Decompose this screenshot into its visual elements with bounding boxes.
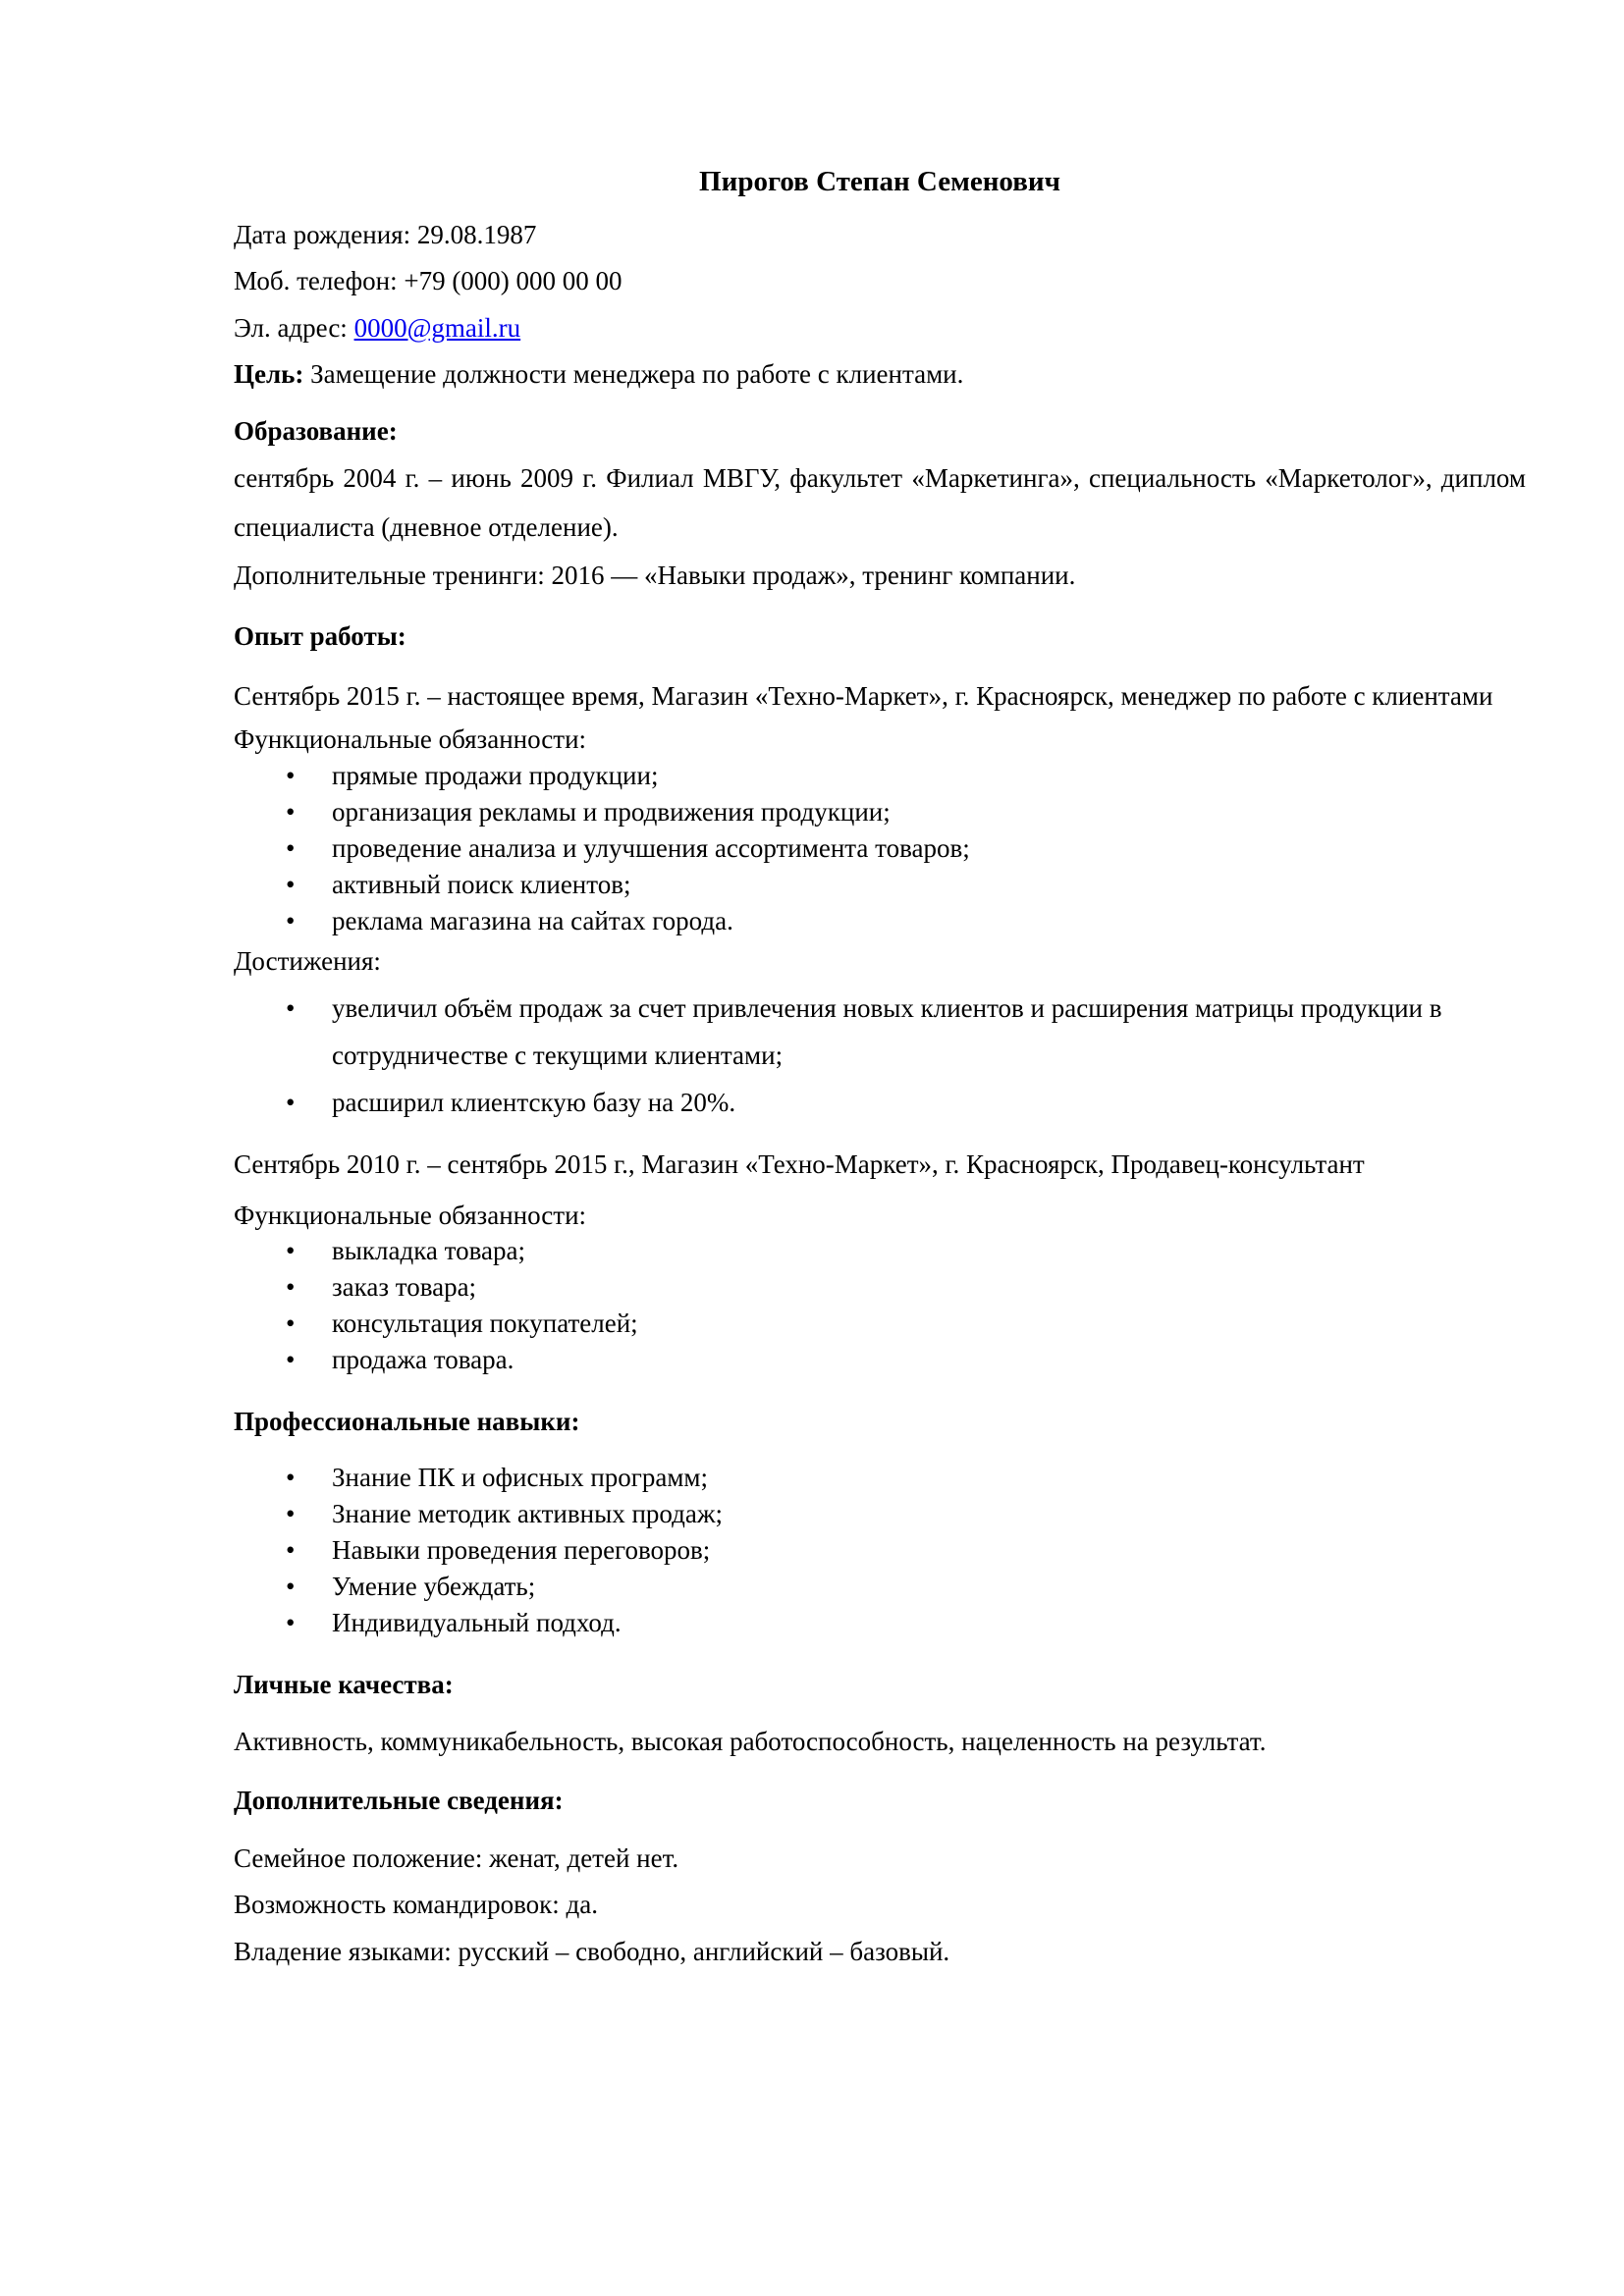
bullet-icon: • — [286, 1087, 296, 1117]
phone-label: Моб. телефон: — [234, 266, 398, 296]
phone-value: +79 (000) 000 00 00 — [404, 266, 623, 296]
list-item: • Знание методик активных продаж; — [234, 1496, 1526, 1532]
bullet-icon: • — [286, 832, 296, 863]
job1-duties-list — [234, 758, 1526, 939]
additional-heading: Дополнительные сведения: — [234, 1786, 564, 1816]
bullet-icon: • — [286, 869, 296, 899]
bullet-icon: • — [286, 1236, 296, 1266]
education-heading: Образование: — [234, 416, 398, 447]
list-item: • увеличил объём продаж за счет привлечения новых клиентов и расширения матрицы продукции в сотрудничестве с текущими клиентами; — [234, 985, 1526, 1079]
list-item: • организация рекламы и продвижения продукции; — [234, 794, 1526, 830]
education-text: сентябрь 2004 г. – июнь 2009 г. Филиал МВГУ, факультет «Маркетинга», специальность «Маркетолог», диплом специалиста (дневное отделение). — [234, 462, 1526, 542]
bullet-icon: • — [286, 905, 296, 935]
education-trainings: Дополнительные тренинги: 2016 — «Навыки продаж», тренинг компании. — [234, 560, 1076, 590]
bullet-icon: • — [286, 1498, 296, 1528]
birth-date-value: 29.08.1987 — [416, 219, 537, 249]
bullet-icon: • — [286, 1607, 296, 1637]
skills-list — [234, 1460, 1526, 1641]
bullet-icon: • — [286, 1308, 296, 1339]
list-item: • прямые продажи продукции; — [234, 758, 1526, 794]
bullet-icon: • — [286, 1272, 296, 1303]
list-item: • проведение анализа и улучшения ассортимента товаров; — [234, 830, 1526, 867]
list-item: • Индивидуальный подход. — [234, 1605, 1526, 1641]
email-link[interactable]: 0000@gmail.ru — [353, 312, 521, 343]
job2-duties-label: Функциональные обязанности: — [234, 1200, 587, 1230]
birth-date-line — [234, 219, 1526, 250]
personal-heading: Личные качества: — [234, 1669, 454, 1699]
list-item: • расширил клиентскую базу на 20%. — [234, 1079, 1526, 1126]
candidate-name: Пирогов Степан Семенович — [699, 166, 1060, 197]
skills-heading: Профессиональные навыки: — [234, 1407, 580, 1437]
list-item: • выкладка товара; — [234, 1233, 1526, 1269]
birth-date-label: Дата рождения: — [234, 219, 411, 249]
list-item: • реклама магазина на сайтах города. — [234, 903, 1526, 939]
phone-line — [234, 265, 1526, 296]
personal-text: Активность, коммуникабельность, высокая работоспособность, нацеленность на результат. — [234, 1727, 1267, 1757]
list-item: • заказ товара; — [234, 1269, 1526, 1306]
goal-value: Замещение должности менеджера по работе с клиентами. — [310, 358, 964, 389]
list-item: • Знание ПК и офисных программ; — [234, 1460, 1526, 1496]
goal-line — [234, 358, 1526, 390]
experience-heading: Опыт работы: — [234, 620, 406, 651]
bullet-icon: • — [286, 1345, 296, 1375]
list-item: • продажа товара. — [234, 1342, 1526, 1378]
languages: Владение языками: русский – свободно, английский – базовый. — [234, 1936, 950, 1966]
bullet-icon: • — [286, 992, 296, 1023]
list-item: • активный поиск клиентов; — [234, 867, 1526, 903]
bullet-icon: • — [286, 1534, 296, 1565]
family-status: Семейное положение: женат, детей нет. — [234, 1842, 679, 1873]
job1-duties-label: Функциональные обязанности: — [234, 724, 587, 755]
business-travel: Возможность командировок: да. — [234, 1890, 598, 1920]
bullet-icon: • — [286, 1571, 296, 1601]
email-label: Эл. адрес: — [234, 312, 348, 343]
job1-achievements-label: Достижения: — [234, 945, 381, 976]
bullet-icon: • — [286, 1462, 296, 1492]
list-item: • консультация покупателей; — [234, 1306, 1526, 1342]
list-item: • Умение убеждать; — [234, 1569, 1526, 1605]
bullet-icon: • — [286, 796, 296, 827]
bullet-icon: • — [286, 760, 296, 790]
job2-duties-list — [234, 1233, 1526, 1378]
goal-label: Цель: — [234, 358, 304, 389]
job2-title: Сентябрь 2010 г. – сентябрь 2015 г., Магазин «Техно-Маркет», г. Красноярск, Продавец-консультант — [234, 1148, 1365, 1179]
job1-achievements-list — [234, 985, 1526, 1126]
email-line — [234, 312, 1526, 344]
job1-title: Сентябрь 2015 г. – настоящее время, Магазин «Техно-Маркет», г. Красноярск, менеджер по работе с клиентами — [234, 681, 1493, 712]
list-item: • Навыки проведения переговоров; — [234, 1532, 1526, 1569]
